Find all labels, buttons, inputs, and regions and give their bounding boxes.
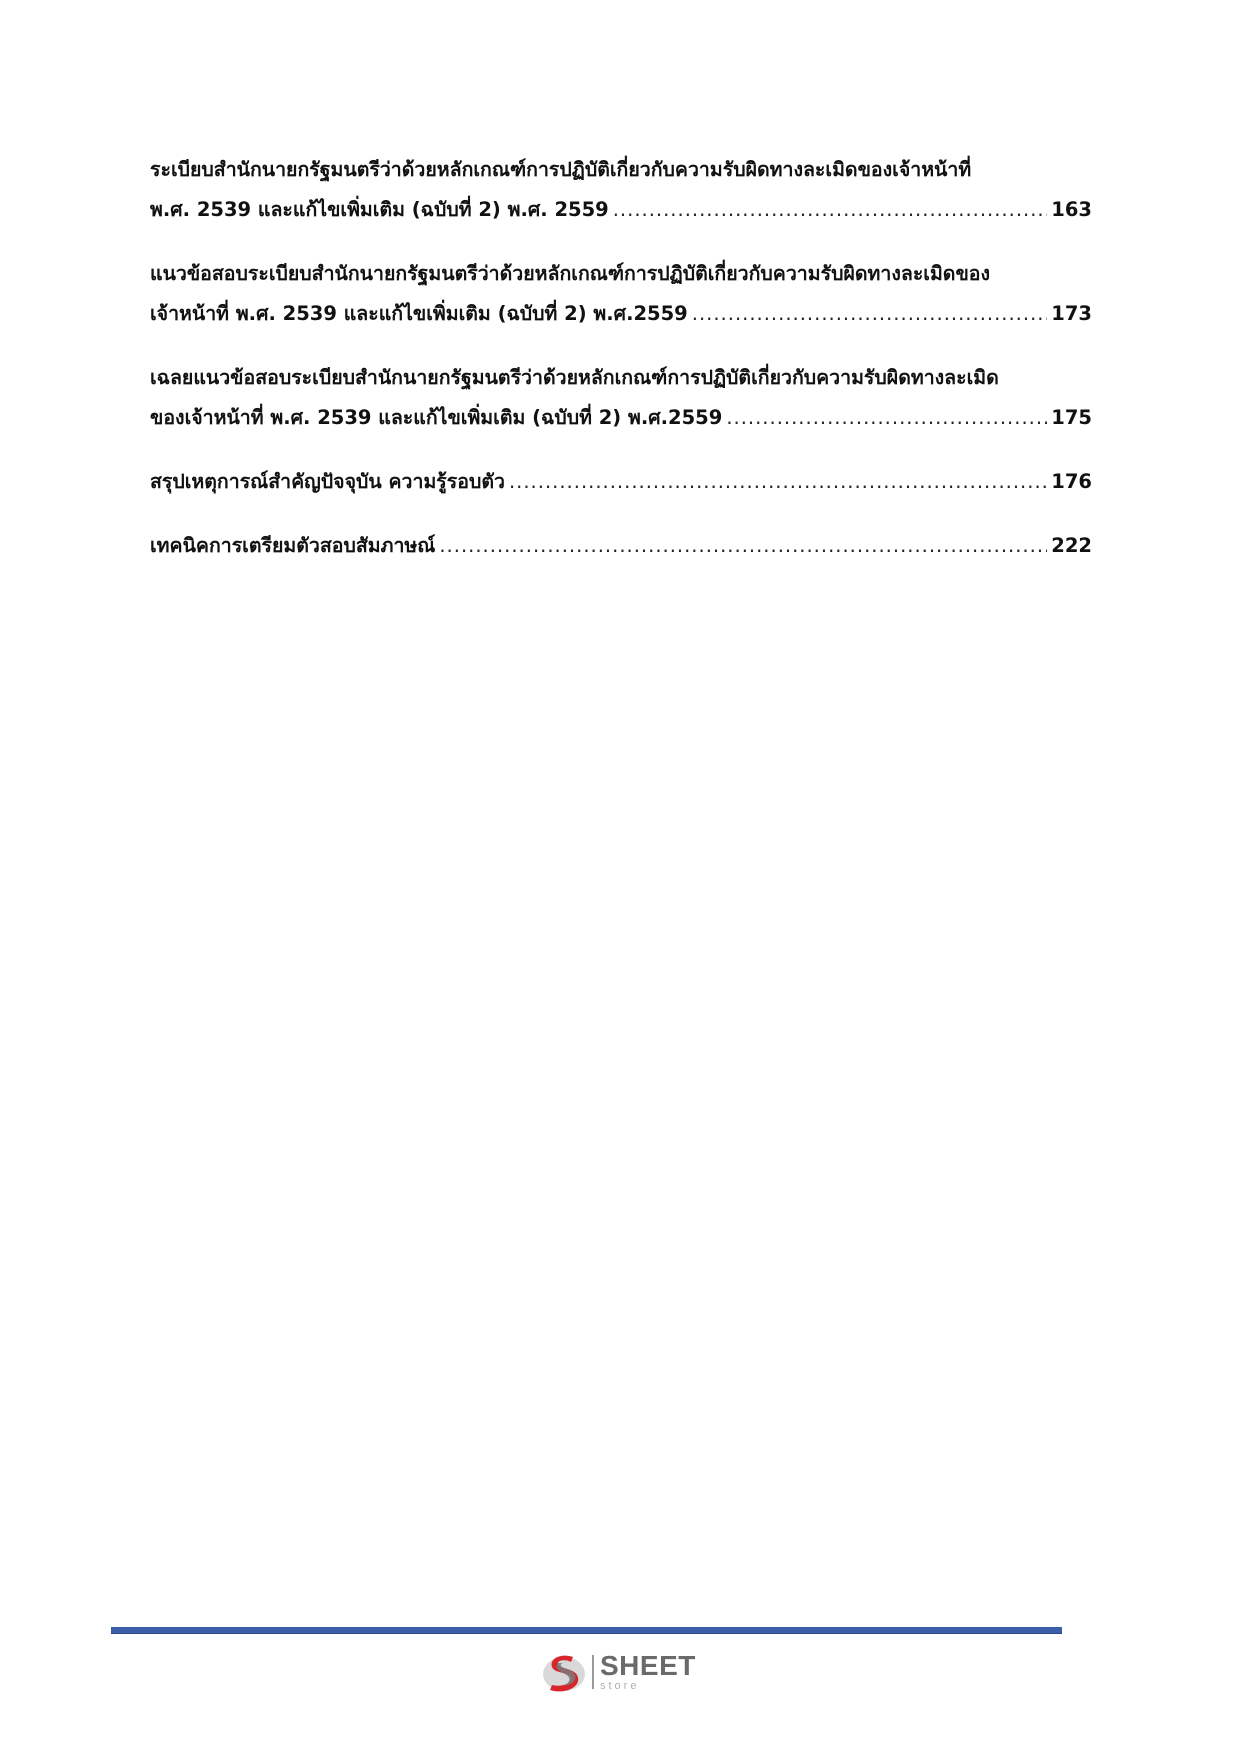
toc-entry-title-line: แนวข้อสอบระเบียบสำนักนายกรัฐมนตรีว่าด้วยหลักเกณฑ์การปฏิบัติเกี่ยวกับความรับผิดทางละเมิดของ [150, 262, 991, 285]
toc-entry[interactable] [150, 358, 1092, 438]
footer-divider [111, 1627, 1062, 1634]
toc-entry-title-tail: พ.ศ. 2539 และแก้ไขเพิ่มเติม (ฉบับที่ 2) พ.ศ. 2559 [150, 198, 609, 221]
dot-leader [509, 462, 1047, 502]
toc-entry[interactable] [150, 462, 1092, 502]
toc-page-number: 175 [1051, 406, 1092, 429]
dot-leader [613, 190, 1048, 230]
toc-page-number: 173 [1051, 302, 1092, 325]
toc-entry-title: เทคนิคการเตรียมตัวสอบสัมภาษณ์ [150, 534, 436, 557]
toc-entry-last-line [150, 190, 1092, 230]
table-of-contents [150, 150, 1092, 590]
toc-entry-title: สรุปเหตุการณ์สำคัญปัจจุบัน ความรู้รอบตัว [150, 470, 505, 493]
sheet-store-logo [540, 1648, 696, 1696]
toc-entry-title-line: ระเบียบสำนักนายกรัฐมนตรีว่าด้วยหลักเกณฑ์การปฏิบัติเกี่ยวกับความรับผิดทางละเมิดของเจ้าหน้าที่ [150, 158, 972, 181]
dot-leader [692, 294, 1048, 334]
toc-entry[interactable] [150, 254, 1092, 334]
toc-entry-last-line [150, 398, 1092, 438]
toc-entry-title-tail: ของเจ้าหน้าที่ พ.ศ. 2539 และแก้ไขเพิ่มเติม (ฉบับที่ 2) พ.ศ.2559 [150, 406, 723, 429]
logo-wordmark [600, 1652, 696, 1692]
toc-page-number: 222 [1051, 534, 1092, 557]
toc-page-number: 163 [1051, 198, 1092, 221]
toc-entry-title-line: เฉลยแนวข้อสอบระเบียบสำนักนายกรัฐมนตรีว่าด้วยหลักเกณฑ์การปฏิบัติเกี่ยวกับความรับผิดทางละเมิด [150, 366, 999, 389]
toc-entry[interactable] [150, 150, 1092, 230]
dot-leader [439, 526, 1047, 566]
toc-entry-last-line [150, 462, 1092, 502]
toc-entry-last-line [150, 526, 1092, 566]
dot-leader [726, 398, 1047, 438]
sheet-store-logo-icon [540, 1648, 588, 1696]
logo-divider [592, 1655, 594, 1689]
logo-subword: store [600, 1680, 640, 1692]
toc-entry[interactable] [150, 526, 1092, 566]
logo-word: SHEET [600, 1650, 696, 1681]
toc-entry-title-tail: เจ้าหน้าที่ พ.ศ. 2539 และแก้ไขเพิ่มเติม (ฉบับที่ 2) พ.ศ.2559 [150, 302, 688, 325]
toc-page-number: 176 [1051, 470, 1092, 493]
toc-entry-last-line [150, 294, 1092, 334]
